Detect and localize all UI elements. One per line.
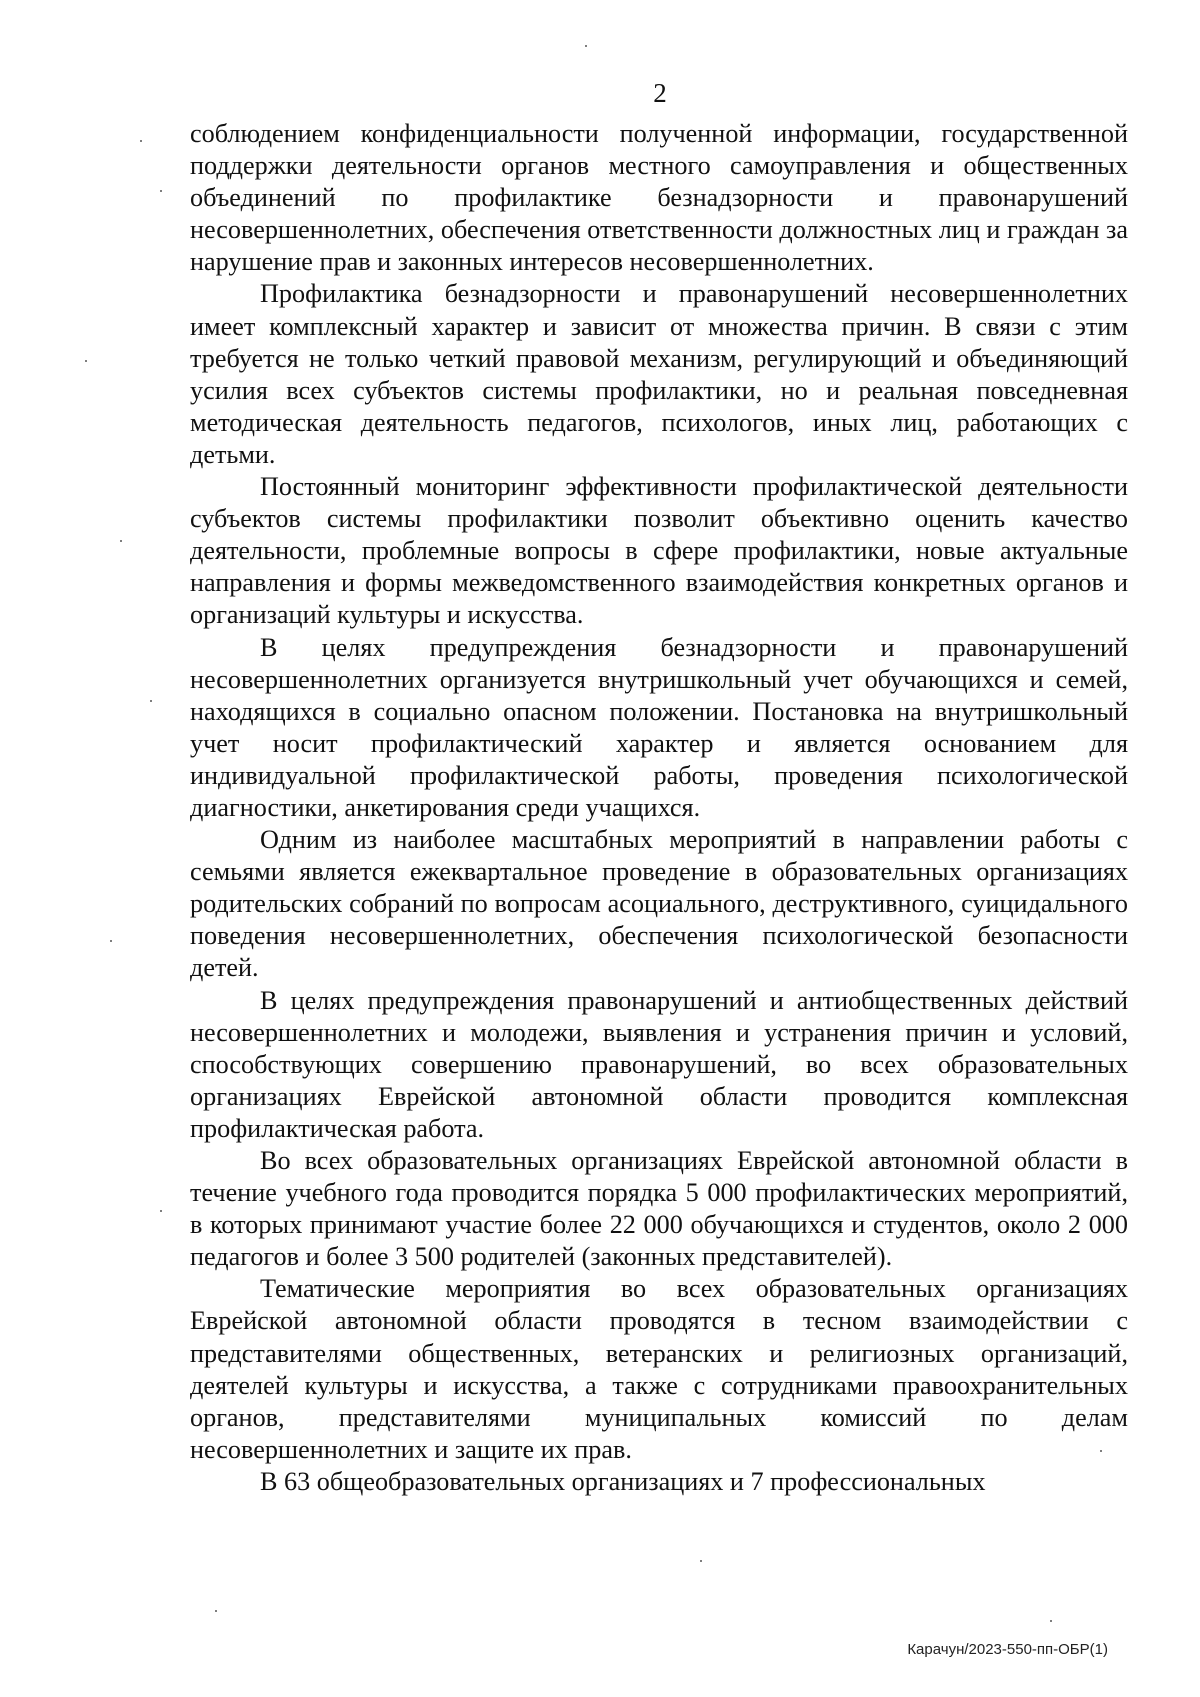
paragraph: Тематические мероприятия во всех образовательных организациях Еврейской автономной области проводятся в тесном взаимодействии с представителями общественных, ветеранских и религиозных организаций, деятелей культуры и искусства, а также с сотрудниками правоохранительных органов, представителями муниципальных комиссий по делам несовершеннолетних и защите их прав. (190, 1274, 1128, 1464)
scan-speck (110, 940, 112, 942)
paragraph: Постоянный мониторинг эффективности профилактической деятельности субъектов системы профилактики позволит объективно оценить качество деятельности, проблемные вопросы в сфере профилактики, новые актуальные направления и формы межведомственного взаимодействия конкретных органов и организаций культуры и искусства. (190, 472, 1128, 630)
scan-speck (85, 360, 87, 362)
scan-speck (1100, 1450, 1102, 1452)
scan-speck (120, 540, 122, 542)
scan-speck (700, 1560, 702, 1562)
paragraph-last: В 63 общеобразовательных организациях и 7 профессиональных (260, 1466, 986, 1496)
paragraph: Профилактика безнадзорности и правонарушений несовершеннолетних имеет комплексный характер и зависит от множества причин. В связи с этим требуется не только четкий правовой механизм, регулирующий и объединяющий усилия всех субъектов системы профилактики, но и реальная повседневная методическая деятельность педагогов, психологов, иных лиц, работающих с детьми. (190, 279, 1128, 469)
scan-speck (585, 45, 587, 47)
scan-speck (1050, 1620, 1052, 1622)
paragraph: В целях предупреждения безнадзорности и правонарушений несовершеннолетних организуется внутришкольный учет обучающихся и семей, находящихся в социально опасном положении. Постановка на внутришкольный учет носит профилактический характер и является основанием для индивидуальной профилактической работы, проведения психологической диагностики, анкетирования среди учащихся. (190, 632, 1128, 822)
scan-speck (140, 140, 142, 142)
paragraph: Во всех образовательных организациях Еврейской автономной области в течение учебного года проводится порядка 5 000 профилактических мероприятий, в которых принимают участие более 22 000 обучающихся и студентов, около 2 000 педагогов и более 3 500 родителей (законных представителей). (190, 1146, 1128, 1272)
scan-speck (160, 1210, 162, 1212)
document-body (190, 118, 1128, 1498)
scan-speck (215, 1610, 217, 1612)
scan-speck (150, 700, 152, 702)
scan-speck (160, 190, 162, 192)
paragraph: Одним из наиболее масштабных мероприятий в направлении работы с семьями является ежеквартальное проведение в образовательных организациях родительских собраний по вопросам асоциального, деструктивного, суицидального поведения несовершеннолетних, обеспечения психологической безопасности детей. (190, 825, 1128, 983)
paragraph-continuation: соблюдением конфиденциальности полученной информации, государственной поддержки деятельности органов местного самоуправления и общественных объединений по профилактике безнадзорности и правонарушений несовершеннолетних, обеспечения ответственности должностных лиц и граждан за нарушение прав и законных интересов несовершеннолетних. (190, 119, 1128, 277)
paragraph: В целях предупреждения правонарушений и антиобщественных действий несовершеннолетних и молодежи, выявления и устранения причин и условий, способствующих совершению правонарушений, во всех образовательных организациях Еврейской автономной области проводится комплексная профилактическая работа. (190, 985, 1128, 1143)
footer-document-code: Карачун/2023-550-пп-ОБР(1) (907, 1641, 1108, 1658)
page-number: 2 (653, 78, 667, 108)
